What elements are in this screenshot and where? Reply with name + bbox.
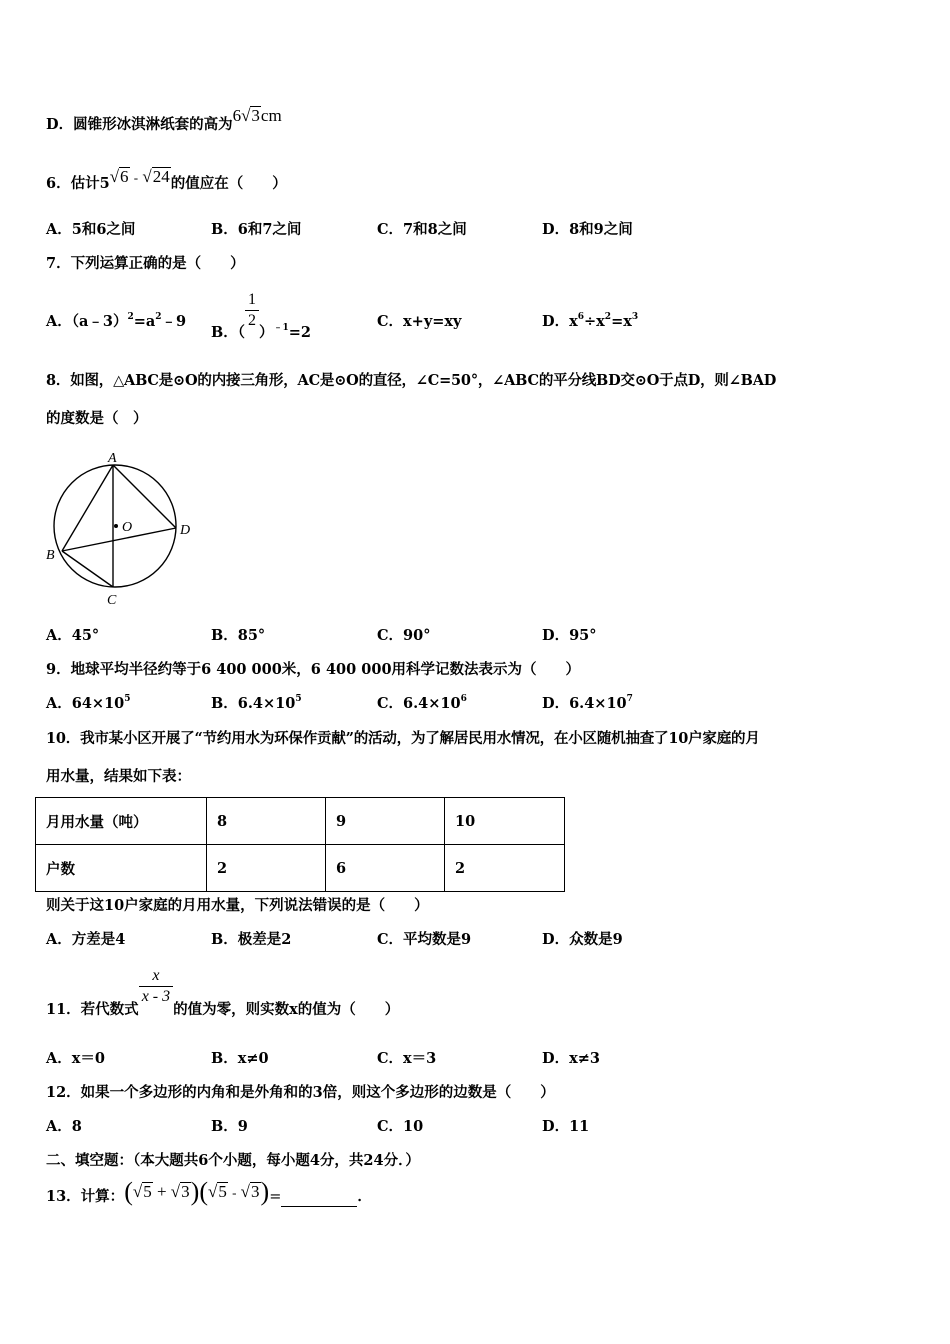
q13-radicand-3: 5: [218, 1182, 227, 1201]
q7-b-label: B．（: [211, 323, 246, 341]
q13-radicand-2: 3: [181, 1182, 190, 1201]
q11-option-b: B．x≠0: [211, 1050, 269, 1067]
q12-option-a: A．8: [46, 1118, 82, 1135]
q7-d-exp3: 3: [631, 312, 639, 322]
q7-d-exp1: 6: [577, 312, 584, 322]
q7-option-b: [211, 290, 312, 341]
section-2-title: 二、填空题：（本大题共6个小题，每小题4分，共24分．）: [46, 1152, 420, 1169]
table-cell: 10: [445, 798, 565, 845]
q5-option-d-text: D．圆锥形冰淇淋纸套的高为: [46, 116, 233, 133]
q6-coef: 5: [99, 175, 110, 192]
q9-stem: 9．地球平均半径约等于6 400 000米，6 400 000用科学记数法表示为（ ）: [46, 661, 581, 678]
q9-a-base: A．64×10: [46, 695, 125, 712]
q7-a-tail: ﹣9: [161, 313, 187, 330]
q13-answer-blank[interactable]: [281, 1192, 357, 1207]
q8-circle-figure: [40, 445, 210, 610]
q7-d-label: D．x: [542, 313, 578, 330]
q5-unit: cm: [260, 106, 282, 125]
table-row: [36, 798, 565, 845]
table-cell: 2: [445, 845, 565, 892]
q5-coef: 6: [232, 106, 242, 125]
q10-stem-line1: 10．我市某小区开展了“节约用水为环保作贡献”的活动，为了解居民用水情况，在小区随机抽查了10户家庭的月: [46, 730, 760, 747]
q7-a-exp: 2: [127, 312, 134, 322]
q7-b-den: 2: [245, 310, 259, 331]
q13-radicand-1: 5: [143, 1182, 152, 1201]
q5-option-d: [46, 106, 282, 135]
q9-d-base: D．6.4×10: [542, 695, 627, 712]
label-o: O: [122, 520, 133, 535]
q10-option-a: A．方差是4: [46, 931, 126, 948]
q6-expr: √6 - √24: [109, 167, 170, 186]
q9-d-exp: 7: [626, 694, 633, 704]
q8-option-d: D．95°: [542, 627, 597, 644]
q8-option-b: B．85°: [211, 627, 266, 644]
q6-radicand-1: 6: [120, 167, 129, 186]
q13-period: ．: [357, 1188, 372, 1205]
q8-stem-line2: 的度数是（ ）: [46, 410, 148, 427]
center-dot: [114, 524, 118, 528]
q6-stem-b: 的值应在（ ）: [170, 175, 287, 192]
label-b: B: [46, 548, 55, 563]
q5-radicand: 3: [251, 106, 260, 125]
q9-b-exp: 5: [295, 694, 302, 704]
q11-fraction: [139, 966, 173, 1007]
q7-option-d: [542, 312, 638, 332]
q9-a-exp: 5: [124, 694, 131, 704]
q11-stem: [46, 966, 400, 1018]
q7-option-c: C．x+y=xy: [377, 313, 462, 330]
segment-ab: [62, 465, 113, 551]
q8-option-a: A．45°: [46, 627, 100, 644]
q6-option-b: B．6和7之间: [211, 221, 302, 238]
q7-a-text: A．（a﹣3）: [46, 313, 128, 330]
q12-option-b: B．9: [211, 1118, 248, 1135]
q9-option-c: [377, 694, 467, 714]
q12-option-d: D．11: [542, 1118, 590, 1135]
table-cell: 8: [207, 798, 326, 845]
q9-b-base: B．6.4×10: [211, 695, 296, 712]
q10-stem-line2: 用水量，结果如下表：: [46, 768, 191, 785]
q7-a-mid: =a: [133, 313, 156, 330]
table-cell: 月用水量（吨）: [36, 798, 207, 845]
q13-plus: +: [156, 1182, 167, 1201]
q7-b-close: ）: [259, 323, 274, 341]
q8-stem-line1: 8．如图，△ABC是⊙O的内接三角形，AC是⊙O的直径，∠C=50°，∠ABC的平分线BD交⊙O于点D，则∠BAD: [46, 372, 777, 389]
q7-option-a: [46, 312, 186, 332]
q9-c-base: C．6.4×10: [377, 695, 461, 712]
q10-after: 则关于这10户家庭的月用水量，下列说法错误的是（ ）: [46, 897, 429, 914]
q12-option-c: C．10: [377, 1118, 424, 1135]
q11-option-d: D．x≠3: [542, 1050, 600, 1067]
q6-stem: [46, 167, 287, 194]
q7-b-num: 1: [248, 291, 257, 308]
q7-stem: 7．下列运算正确的是（ ）: [46, 255, 245, 272]
q13-radicand-4: 3: [251, 1182, 260, 1201]
q6-radicand-2: 24: [152, 167, 170, 186]
q10-option-c: C．平均数是9: [377, 931, 472, 948]
label-a: A: [108, 451, 117, 466]
table-cell: 户数: [36, 845, 207, 892]
q13-label: 13．计算：: [46, 1188, 125, 1205]
q7-a-exp2: 2: [155, 312, 162, 322]
q9-option-d: [542, 694, 633, 714]
q11-num: x: [152, 967, 160, 984]
q9-option-b: [211, 694, 302, 714]
q13-stem: [46, 1177, 372, 1207]
q6-option-c: C．7和8之间: [377, 221, 467, 238]
q6-stem-a: 6．估计: [46, 175, 100, 192]
q6-option-a: A．5和6之间: [46, 221, 136, 238]
q7-d-mid2: =x: [611, 313, 632, 330]
q11-den: x - 3: [139, 986, 173, 1007]
q5-option-d-math: 6√3cm: [232, 106, 282, 125]
table-cell: 2: [207, 845, 326, 892]
q9-c-exp: 6: [460, 694, 467, 704]
table-cell: 9: [326, 798, 445, 845]
label-c: C: [107, 593, 117, 608]
q10-option-b: B．极差是2: [211, 931, 292, 948]
q13-minus: -: [232, 1185, 237, 1200]
q7-b-tail: =2: [288, 323, 312, 341]
q7-b-exp: ﹣1: [273, 322, 289, 333]
q8-option-c: C．90°: [377, 627, 431, 644]
q6-option-d: D．8和9之间: [542, 221, 633, 238]
table-cell: 6: [326, 845, 445, 892]
q6-minus: -: [133, 170, 139, 185]
table-row: [36, 845, 565, 892]
q13-expression: (√5 + √3)(√5 - √3): [124, 1177, 270, 1206]
q13-equals: =: [269, 1189, 282, 1205]
q7-b-fraction: [245, 290, 259, 331]
q11-option-a: A．x＝0: [46, 1050, 105, 1067]
q7-d-mid: ÷x: [584, 313, 605, 330]
q12-stem: 12．如果一个多边形的内角和是外角和的3倍，则这个多边形的边数是（ ）: [46, 1084, 555, 1101]
q11-stem-a: 11．若代数式: [46, 1000, 139, 1018]
q11-stem-b: 的值为零，则实数x的值为（ ）: [173, 1000, 400, 1018]
q10-table: [35, 797, 565, 892]
segment-bc: [62, 551, 113, 587]
q10-option-d: D．众数是9: [542, 931, 623, 948]
segment-bd: [62, 528, 176, 551]
q7-d-exp2: 2: [604, 312, 612, 322]
q11-option-c: C．x＝3: [377, 1050, 437, 1067]
segment-ad: [113, 465, 176, 528]
q9-option-a: [46, 694, 131, 714]
label-d: D: [180, 523, 191, 538]
